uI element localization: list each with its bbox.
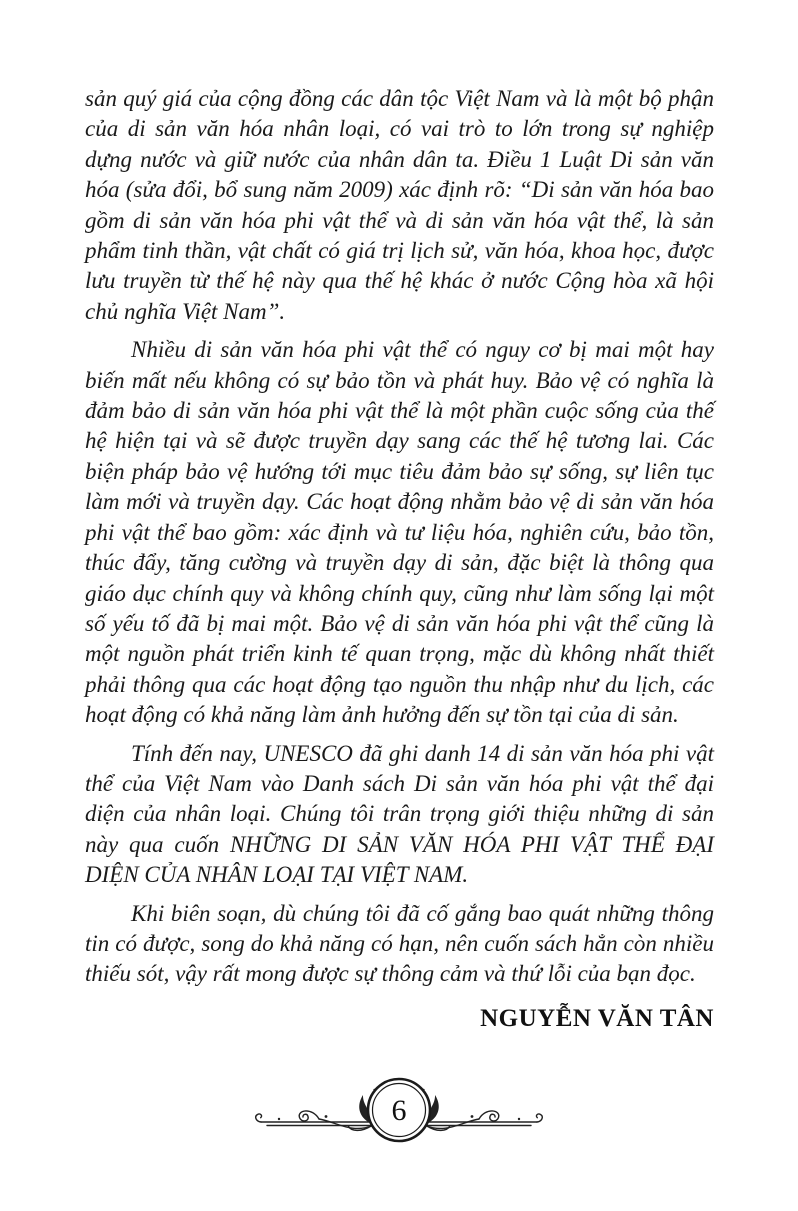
body-paragraph-2: Nhiều di sản văn hóa phi vật thể có nguy cơ bị mai một hay biến mất nếu không có sự bảo tồn và phát huy. Bảo vệ có nghĩa là đảm bảo di sản văn hóa phi vật thể là một phần cuộc sống của thế hệ hiện tại và sẽ được truyền dạy sang các thế hệ tương lai. Các biện pháp bảo vệ hướng tới mục tiêu đảm bảo sự sống, sự liên tục làm mới và truyền dạy. Các hoạt động nhằm bảo vệ di sản văn hóa phi vật thể bao gồm: xác định và tư liệu hóa, nghiên cứu, bảo tồn, thúc đẩy, tăng cường và truyền dạy di sản, đặc biệt là thông qua giáo dục chính quy và không chính quy, cũng như làm sống lại một số yếu tố đã bị mai một. Bảo vệ di sản văn hóa phi vật thể cũng là một nguồn phát triển kinh tế quan trọng, mặc dù không nhất thiết phải thông qua các hoạt động tạo nguồn thu nhập như du lịch, các hoạt động có khả năng làm ảnh hưởng đến sự tồn tại của di sản. <box>85 337 714 728</box>
body-paragraph-3: Tính đến nay, UNESCO đã ghi danh 14 di sản văn hóa phi vật thể của Việt Nam vào Danh sách Di sản văn hóa phi vật thể đại diện của nhân loại. Chúng tôi trân trọng giới thiệu những di sản này qua cuốn NHỮNG DI SẢN VĂN HÓA PHI VẬT THỂ ĐẠI DIỆN CỦA NHÂN LOẠI TẠI VIỆT NAM. <box>85 740 714 888</box>
page-number: 6 <box>391 1094 407 1127</box>
ornament-flourish-left-icon <box>256 1089 378 1130</box>
body-text <box>85 84 714 1034</box>
page-number-medallion <box>368 1079 430 1141</box>
body-paragraph-4: Khi biên soạn, dù chúng tôi đã cố gắng bao quát những thông tin có được, song do khả năng có hạn, nên cuốn sách hẳn còn nhiều thiếu sót, vậy rất mong được sự thông cảm và thứ lỗi của bạn đọc. <box>85 900 714 987</box>
ornament-flourish-right-icon <box>420 1089 542 1130</box>
page-number-ornament <box>249 1072 549 1156</box>
body-paragraph-1: sản quý giá của cộng đồng các dân tộc Việt Nam và là một bộ phận của di sản văn hóa nhân loại, có vai trò to lớn trong sự nghiệp dựng nước và giữ nước của nhân dân ta. Điều 1 Luật Di sản văn hóa (sửa đổi, bổ sung năm 2009) xác định rõ: “Di sản văn hóa bao gồm di sản văn hóa phi vật thể và di sản văn hóa vật thể, là sản phẩm tinh thần, vật chất có giá trị lịch sử, văn hóa, khoa học, được lưu truyền từ thế hệ này qua thế hệ khác ở nước Cộng hòa xã hội chủ nghĩa Việt Nam”. <box>85 86 714 324</box>
author-signature: NGUYỄN VĂN TÂN <box>480 1004 714 1032</box>
